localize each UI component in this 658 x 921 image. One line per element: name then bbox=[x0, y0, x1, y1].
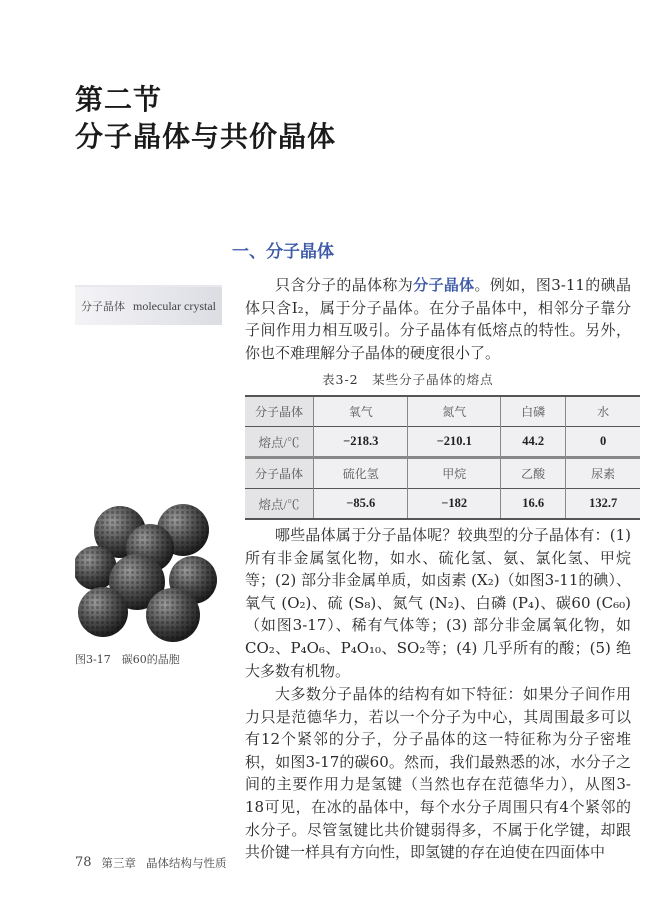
table-cell: 0 bbox=[566, 427, 640, 458]
paragraph-3 bbox=[245, 683, 631, 864]
table-cell: −210.1 bbox=[408, 427, 501, 458]
c60-crystal-cell-image bbox=[75, 500, 225, 645]
section-number: 第二节 bbox=[75, 83, 163, 116]
table-cell: 分子晶体 bbox=[245, 396, 314, 427]
section-title: 分子晶体与共价晶体 bbox=[75, 120, 337, 153]
table-cell: 16.6 bbox=[500, 489, 565, 520]
table-cell: −182 bbox=[408, 489, 501, 520]
table-cell: 甲烷 bbox=[408, 458, 501, 489]
table-row bbox=[245, 396, 640, 427]
chapter-title: 晶体结构与性质 bbox=[146, 856, 227, 870]
table-cell: 分子晶体 bbox=[245, 458, 314, 489]
table-row bbox=[245, 458, 640, 489]
text: 哪些晶体属于分子晶体呢？较典型的分子晶体有：(1) 所有非金属氢化物，如水、硫化氢、氨、氯化氢、甲烷等；(2) 部分非金属单质，如卤素 (X₂)（如图3-11的碘）、氧气 (O₂)、硫 (S₈)、氮气 (N₂)、白磷 (P₄)、碳60 (C₆₀)（如图3-17）、稀有气体等；(3) 部分非金属氧化物，如CO₂、P₄O₆、P₄O₁₀、SO₂等；(4) 几乎所有的酸；(5) 绝大多数有机物。 bbox=[245, 526, 631, 680]
figure-caption: 图3-17 碳60的晶胞 bbox=[75, 653, 180, 666]
text: 大多数分子晶体的结构有如下特征：如果分子间作用力只是范德华力，若以一个分子为中心，其周围最多可以有12个紧邻的分子，分子晶体的这一特征称为分子密堆积，如图3-17的碳60。然而，我们最熟悉的冰，水分子之间的主要作用力是氢键（当然也存在范德华力），从图3-18可见，在冰的晶体中，每个水分子周围只有4个紧邻的水分子。尽管氢键比共价键弱得多，不属于化学键，却跟共价键一样具有方向性，即氢键的存在迫使在四面体中 bbox=[245, 685, 631, 862]
table-cell: −85.6 bbox=[314, 489, 408, 520]
table-cell: 白磷 bbox=[500, 396, 565, 427]
melting-point-table bbox=[245, 395, 640, 520]
chapter-label: 第三章 bbox=[101, 856, 137, 870]
term-en: molecular crystal bbox=[133, 298, 216, 313]
table-row bbox=[245, 489, 640, 520]
page-footer bbox=[75, 855, 227, 871]
table-row bbox=[245, 427, 640, 458]
table-cell: 水 bbox=[566, 396, 640, 427]
margin-term-note bbox=[75, 285, 222, 325]
table-cell: 44.2 bbox=[500, 427, 565, 458]
table-cell: 硫化氢 bbox=[314, 458, 408, 489]
table-cell: 132.7 bbox=[566, 489, 640, 520]
paragraph-1 bbox=[245, 274, 631, 364]
table-cell: 尿素 bbox=[566, 458, 640, 489]
table-cell: 氧气 bbox=[314, 396, 408, 427]
table-cell: 熔点/℃ bbox=[245, 427, 314, 458]
table-cell: 乙酸 bbox=[500, 458, 565, 489]
table-cell: 熔点/℃ bbox=[245, 489, 314, 520]
c60-molecules bbox=[75, 504, 217, 642]
text: 。例如，图3-11的碘晶体只含I₂，属于分子晶体。在分子晶体中，相邻分子靠分子间作用力相互吸引。分子晶体有低熔点的特性。另外，你也不难理解分子晶体的硬度很小了。 bbox=[245, 276, 631, 362]
text: 只含分子的晶体称为 bbox=[275, 276, 414, 294]
page-number: 78 bbox=[75, 855, 92, 870]
table-cell: 氮气 bbox=[408, 396, 501, 427]
term-zh: 分子晶体 bbox=[81, 300, 126, 313]
paragraph-2 bbox=[245, 524, 631, 682]
term-highlight: 分子晶体 bbox=[413, 276, 475, 294]
table-caption: 表3-2 某些分子晶体的熔点 bbox=[322, 372, 494, 387]
table-cell: −218.3 bbox=[314, 427, 408, 458]
subsection-heading: 一、分子晶体 bbox=[232, 242, 334, 262]
